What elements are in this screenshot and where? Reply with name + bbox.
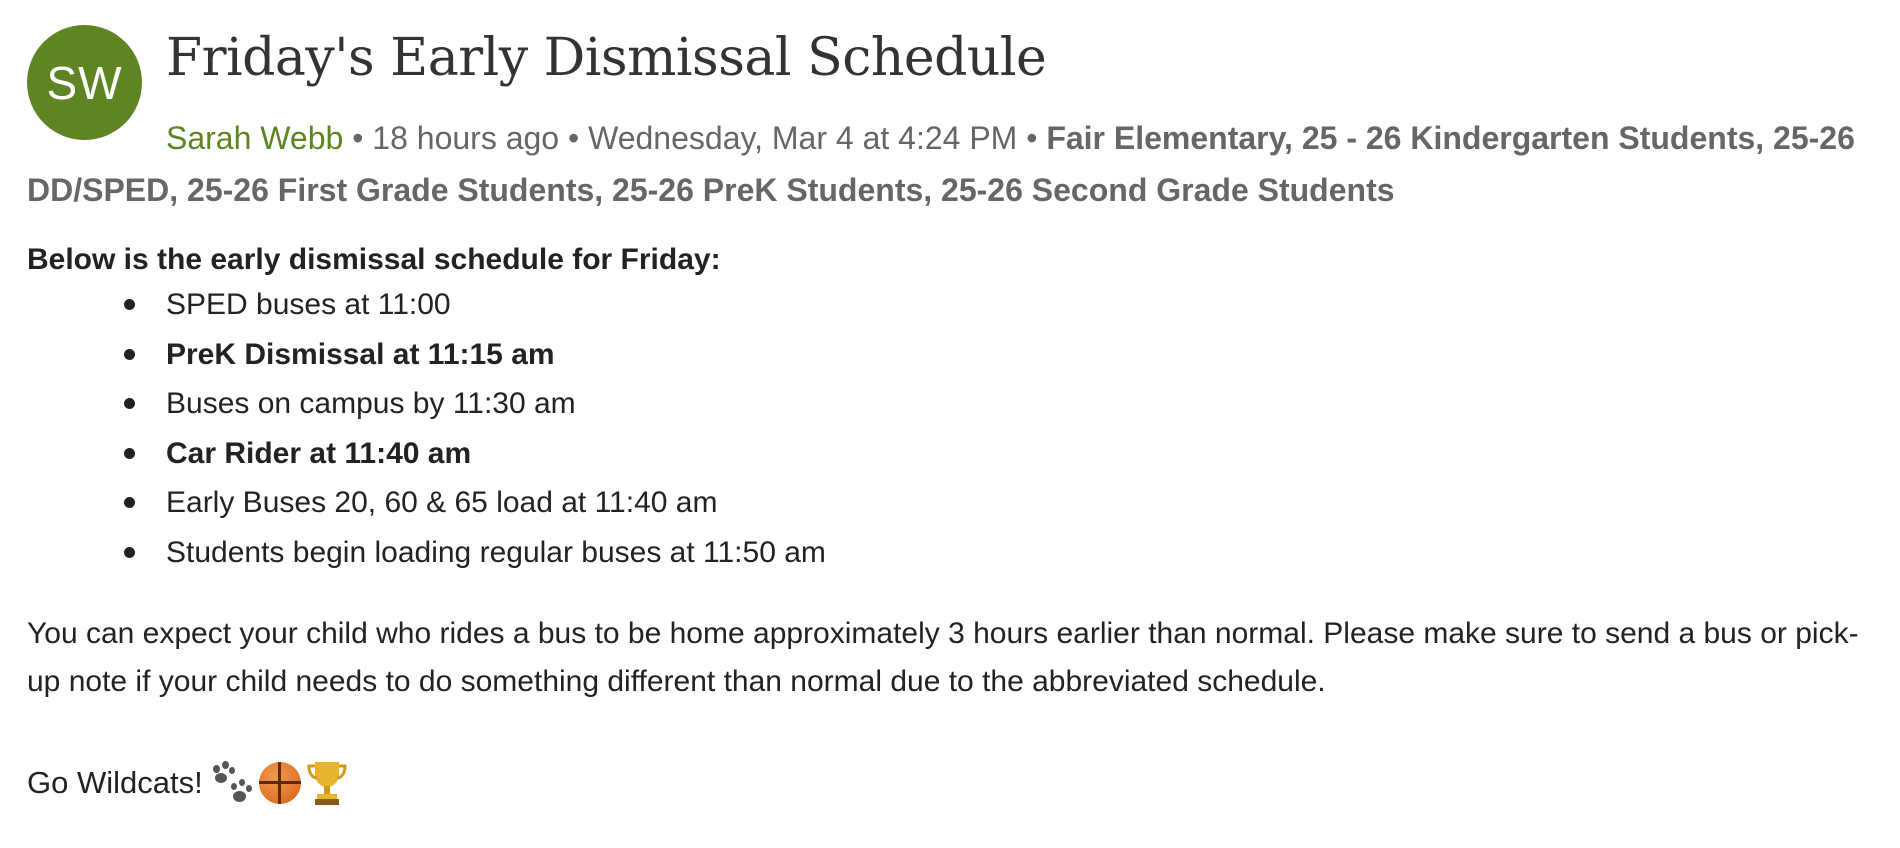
relative-time: 18 hours ago — [372, 120, 560, 156]
schedule-item: Buses on campus by 11:30 am — [27, 379, 1877, 429]
avatar-initials: SW — [46, 56, 123, 109]
schedule-item: SPED buses at 11:00 — [27, 280, 1877, 330]
signoff-text: Go Wildcats! — [27, 765, 203, 800]
signoff — [27, 760, 347, 806]
schedule-item: Early Buses 20, 60 & 65 load at 11:40 am — [27, 478, 1877, 528]
bullet-icon — [124, 398, 135, 409]
bullet-icon — [124, 547, 135, 558]
bullet-icon — [124, 349, 135, 360]
post-timestamp: Wednesday, Mar 4 at 4:24 PM — [588, 120, 1018, 156]
schedule-item: Car Rider at 11:40 am — [27, 429, 1877, 479]
bullet-icon — [124, 497, 135, 508]
schedule-list — [27, 280, 1877, 577]
schedule-item: Students begin loading regular buses at 11:50 am — [27, 528, 1877, 578]
paw-prints-icon — [209, 761, 253, 805]
post-title: Friday's Early Dismissal Schedule — [166, 28, 1047, 88]
recipient-groups: Fair Elementary, 25 - 26 Kindergarten Students, 25-26 DD/SPED, 25-26 First Grade Students, 25-26 PreK Students, 25-26 Second Grade Students — [27, 120, 1855, 208]
separator: • — [352, 120, 364, 156]
schedule-intro: Below is the early dismissal schedule for Friday: — [27, 243, 721, 276]
trophy-icon — [307, 760, 347, 806]
post-meta — [27, 112, 1887, 216]
schedule-item: PreK Dismissal at 11:15 am — [27, 330, 1877, 380]
post-body — [27, 240, 1877, 577]
author-link[interactable]: Sarah Webb — [166, 120, 344, 156]
bullet-icon — [124, 299, 135, 310]
bullet-icon — [124, 448, 135, 459]
basketball-icon — [259, 762, 301, 804]
separator: • — [567, 120, 580, 156]
separator: • — [1026, 120, 1038, 156]
body-paragraph: You can expect your child who rides a bus to be home approximately 3 hours earlier than normal. Please make sure to send a bus or pick-up note if your child needs to do something different than normal due to the abbreviated schedule. — [27, 617, 1859, 698]
